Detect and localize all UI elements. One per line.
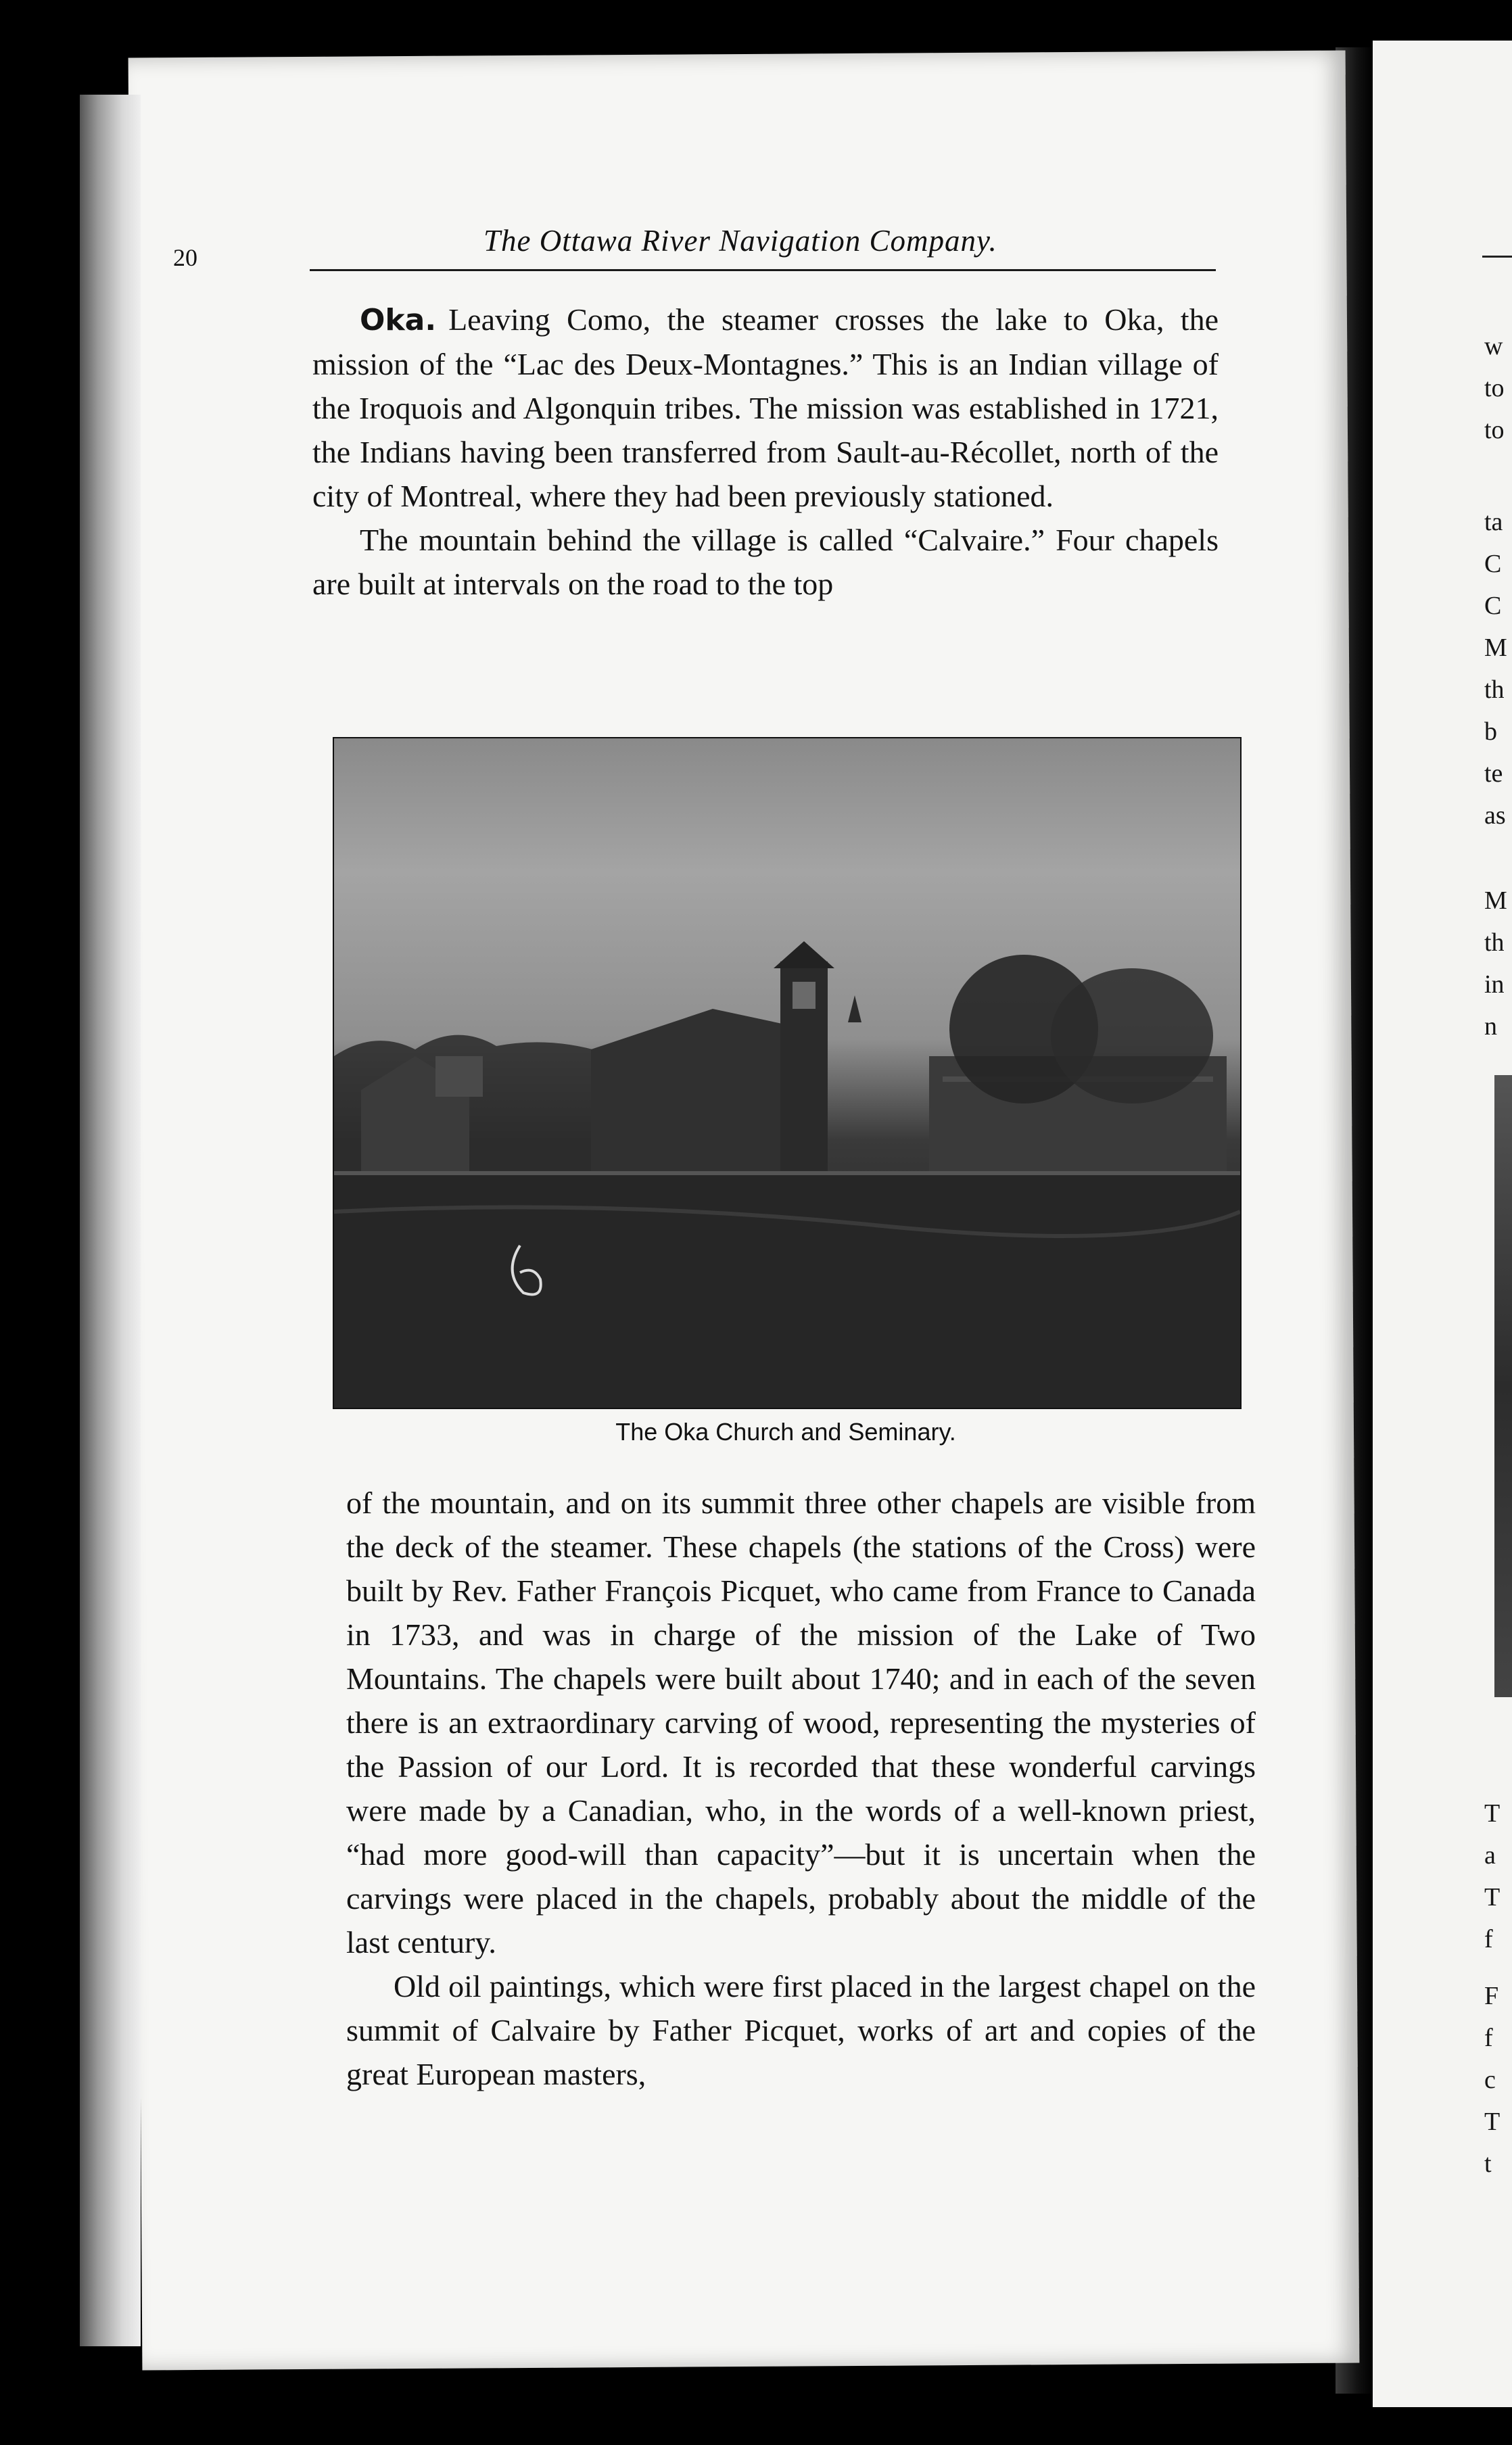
paragraph-chapels: of the mountain, and on its summit three other chapels are visible from the deck of the steamer. These chapels (the stations of the Cross) were built by Rev. Father François Picquet, who came from France to Canada in 1733, and was in charge of the mission of the Lake of Two Mountains. The chapels were built about 1740; and in each of the seven there is an extraordinary carving of wood, representing the mysteries of the Passion of our Lord. It is recorded that these wonderful carvings were made by a Canadian, who, in the words of a well-known priest, “had more good-will than capacity”—but it is uncertain when the carvings were placed in the chapels, probably about the middle of the last century.	[346, 1486, 1256, 1960]
paragraph-text: Leaving Como, the steamer crosses the lake to Oka, the mission of the “Lac des Deux-Montagnes.” This is an Indian village of the Iroquois and Algonquin tribes. The mission was established in 1721, the Indians having been transferred from Sault-au-Récollet, north of the city of Montreal, where they had been previously stationed.	[312, 302, 1219, 513]
facing-page-fragment: M	[1484, 634, 1507, 662]
facing-page-head-rule	[1482, 256, 1512, 258]
facing-page-fragment: T	[1484, 1799, 1501, 1828]
paragraph-paintings: Old oil paintings, which were first placed in the largest chapel on the summit of Calvaire by Father Picquet, works of art and copies of the great European masters,	[346, 1969, 1256, 2091]
facing-page-fragment: n	[1484, 1012, 1497, 1041]
facing-page-fragment: to	[1484, 374, 1505, 402]
facing-page-fragment: a	[1484, 1841, 1496, 1870]
facing-page-fragment: T	[1484, 2108, 1501, 2136]
facing-page-fragment: b	[1484, 717, 1497, 746]
paragraph-oka	[312, 298, 1219, 518]
facing-page-fragment: C	[1484, 550, 1502, 578]
text-block-top	[312, 298, 1219, 606]
page-number: 20	[173, 244, 197, 271]
facing-page-fragment: th	[1484, 675, 1505, 704]
header-rule	[310, 269, 1216, 271]
facing-page-fragment: C	[1484, 592, 1502, 620]
facing-page-fragment: th	[1484, 928, 1505, 957]
paragraph-calvaire: The mountain behind the village is called “Calvaire.” Four chapels are built at intervals on the road to the top	[312, 523, 1219, 601]
facing-page-fragment: to	[1484, 416, 1505, 444]
page-edge-shadow	[80, 95, 141, 2346]
photo-caption: The Oka Church and Seminary.	[615, 1418, 956, 1446]
facing-page-fragment: te	[1484, 759, 1503, 788]
church-photograph	[333, 737, 1242, 1409]
facing-page-fragment: F	[1484, 1982, 1499, 2010]
facing-page-fragment: w	[1484, 332, 1503, 360]
facing-page-fragment: ta	[1484, 508, 1503, 536]
text-block-bottom	[346, 1481, 1256, 2096]
facing-page-fragment: M	[1484, 886, 1507, 915]
running-title: The Ottawa River Navigation Company.	[483, 224, 997, 258]
facing-page-fragment: in	[1484, 970, 1505, 999]
facing-page-fragment: f	[1484, 1925, 1493, 1953]
run-in-heading: Oka.	[360, 303, 437, 337]
facing-page-fragment: t	[1484, 2150, 1492, 2178]
facing-page-fragment: as	[1484, 801, 1506, 830]
facing-page	[1373, 41, 1512, 2407]
facing-page-fragment: f	[1484, 2024, 1493, 2052]
facing-page-photo-edge	[1494, 1075, 1512, 1697]
facing-page-fragment: c	[1484, 2066, 1496, 2094]
facing-page-fragment: T	[1484, 1883, 1501, 1912]
photograph-illustration	[334, 738, 1240, 1408]
